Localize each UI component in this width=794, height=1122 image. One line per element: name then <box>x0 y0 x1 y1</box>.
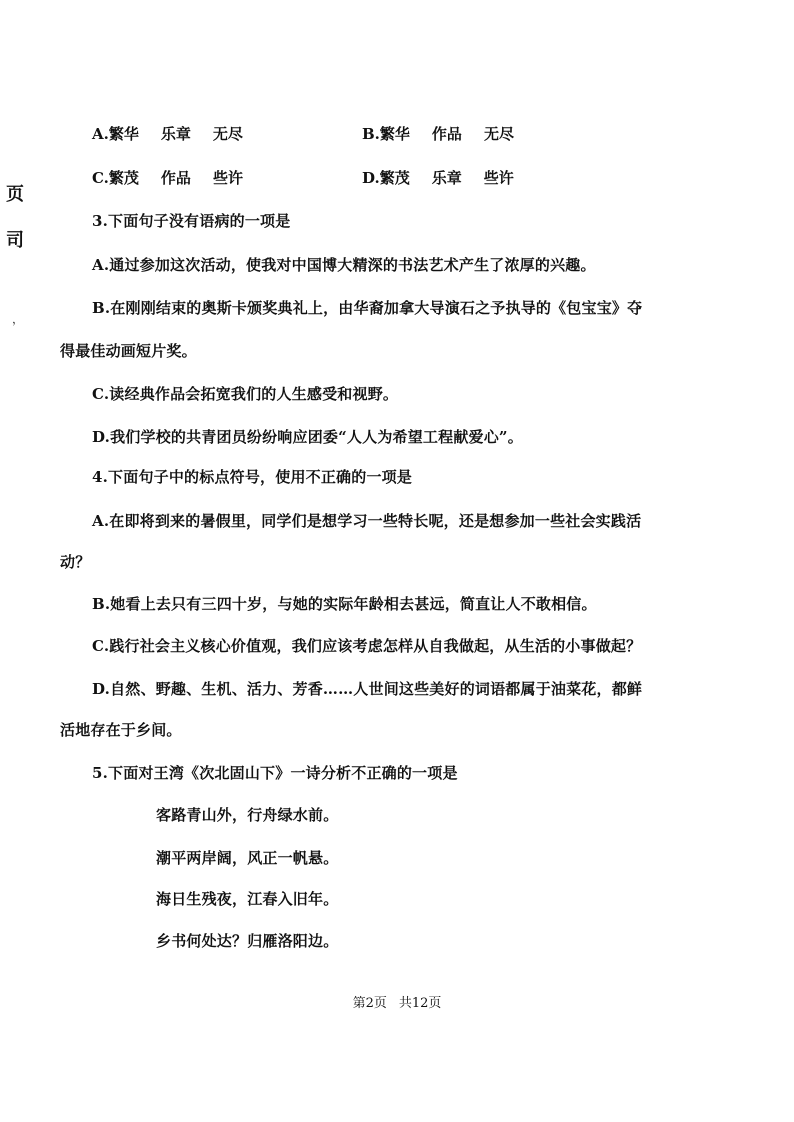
option-label: C. <box>92 169 109 187</box>
margin-char-1: 页 <box>6 184 24 205</box>
option-word-1: 繁华 <box>108 125 139 143</box>
option-word-1: 繁华 <box>379 125 410 143</box>
q4-option-d-line1: D.自然、野趣、生机、活力、芳香……人世间这些美好的词语都属于油菜花，都鲜 <box>92 680 643 698</box>
poem-line: 客路青山外，行舟绿水前。 <box>156 806 339 824</box>
page-footer <box>0 995 794 1013</box>
option-word-1: 繁茂 <box>108 169 139 187</box>
q2-option-d <box>362 168 514 188</box>
q2-option-b <box>362 124 514 144</box>
q4-option-b: B.她看上去只有三四十岁，与她的实际年龄相去甚远，简直让人不敢相信。 <box>92 595 597 613</box>
option-word-2: 作品 <box>160 169 191 187</box>
q4-option-a-line2: 动？ <box>60 553 91 571</box>
q4-stem: 4.下面句子中的标点符号，使用不正确的一项是 <box>92 468 413 486</box>
option-word-2: 作品 <box>431 125 462 143</box>
page-total: 共12页 <box>398 996 442 1011</box>
option-word-1: 繁茂 <box>379 169 410 187</box>
option-word-2: 乐章 <box>160 125 191 143</box>
q4-option-a-line1: A.在即将到来的暑假里，同学们是想学习一些特长呢，还是想参加一些社会实践活 <box>92 512 642 530</box>
q5-stem: 5.下面对王湾《次北固山下》一诗分析不正确的一项是 <box>92 764 458 782</box>
margin-char-2: 司 <box>6 230 24 251</box>
q3-option-a: A.通过参加这次活动，使我对中国博大精深的书法艺术产生了浓厚的兴趣。 <box>92 256 596 274</box>
option-word-3: 无尽 <box>212 125 243 143</box>
q2-option-a <box>92 124 243 144</box>
option-label: D. <box>362 169 380 187</box>
option-label: A. <box>92 125 109 143</box>
option-word-3: 些许 <box>483 169 514 187</box>
q3-stem: 3.下面句子没有语病的一项是 <box>92 212 291 230</box>
q4-option-c: C.践行社会主义核心价值观，我们应该考虑怎样从自我做起，从生活的小事做起？ <box>92 637 642 655</box>
q4-option-d-line2: 活地存在于乡间。 <box>60 721 182 739</box>
option-word-3: 些许 <box>212 169 243 187</box>
margin-tick: ， <box>12 312 25 326</box>
page-number: 第2页 <box>352 996 387 1011</box>
poem-line: 潮平两岸阔，风正一帆悬。 <box>156 849 339 867</box>
q3-option-d: D.我们学校的共青团员纷纷响应团委“人人为希望工程献爱心”。 <box>92 428 523 446</box>
option-word-3: 无尽 <box>483 125 514 143</box>
option-label: B. <box>362 125 380 143</box>
poem-line: 乡书何处达？归雁洛阳边。 <box>156 932 339 950</box>
q3-option-b-line1: B.在刚刚结束的奥斯卡颁奖典礼上，由华裔加拿大导演石之予执导的《包宝宝》夺 <box>92 299 643 317</box>
q2-option-c <box>92 168 243 188</box>
option-word-2: 乐章 <box>431 169 462 187</box>
q3-option-c: C.读经典作品会拓宽我们的人生感受和视野。 <box>92 385 399 403</box>
q3-option-b-line2: 得最佳动画短片奖。 <box>60 342 197 360</box>
poem-line: 海日生残夜，江春入旧年。 <box>156 890 339 908</box>
